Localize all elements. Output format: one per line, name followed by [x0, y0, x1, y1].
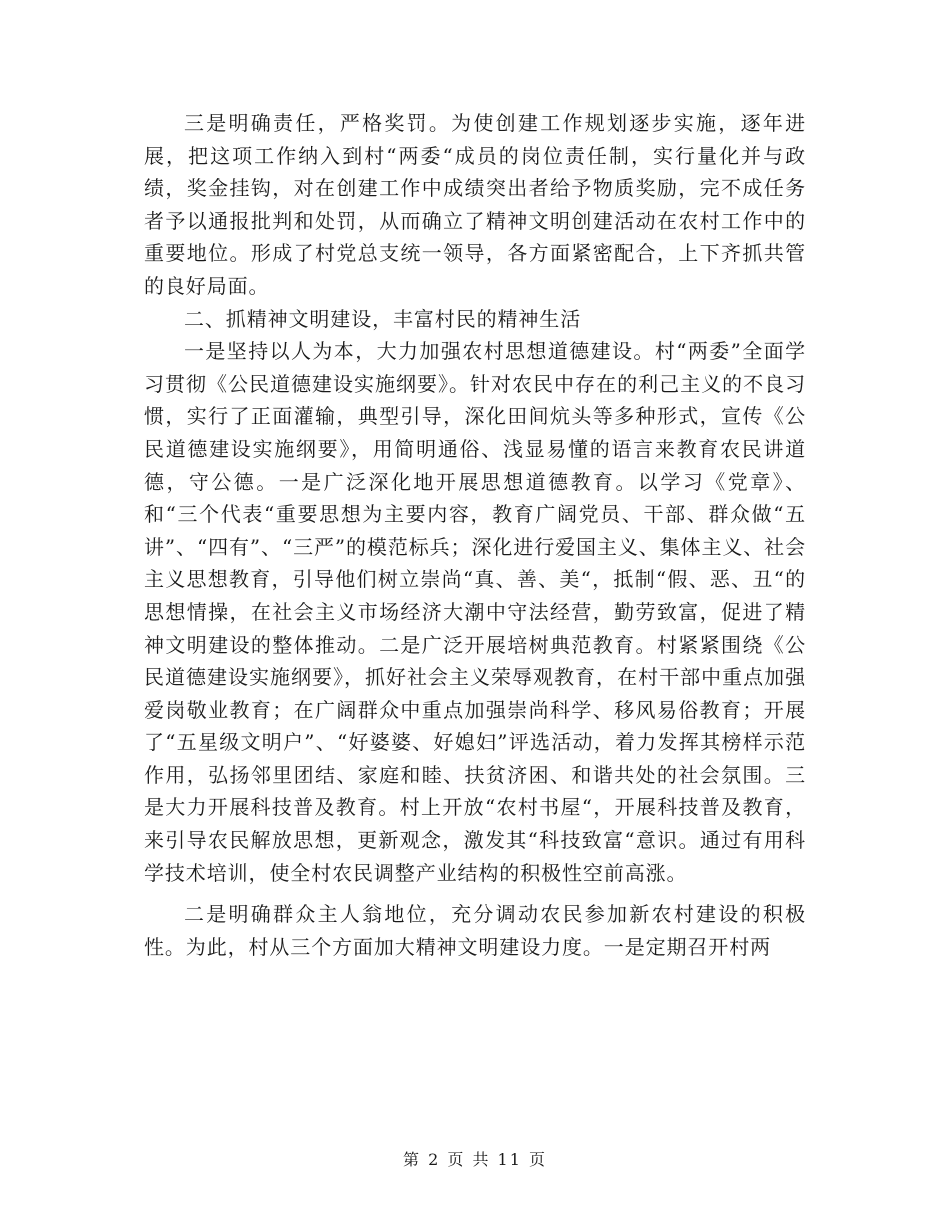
section-heading: 二、抓精神文明建设，丰富村民的精神生活 — [184, 306, 582, 331]
paragraph-farmer-role: 二是明确群众主人翁地位，充分调动农民参加新农村建设的积极性。为此，村从三个方面加大精神文明建设力度。一是定期召开村两 — [144, 902, 806, 959]
page-number-footer: 第 2 页 共 11 页 — [403, 1150, 547, 1169]
paragraph-responsibility: 三是明确责任，严格奖罚。为使创建工作规划逐步实施，逐年进展，把这项工作纳入到村“两委“成员的岗位责任制，实行量化并与政绩，奖金挂钩，对在创建工作中成绩突出者给予物质奖励，完不成任务者予以通报批判和处罚，从而确立了精神文明创建活动在农村工作中的重要地位。形成了村党总支统一领导，各方面紧密配合，上下齐抓共管的良好局面。 — [144, 111, 806, 298]
paragraph-moral-construction: 一是坚持以人为本，大力加强农村思想道德建设。村“两委”全面学习贯彻《公民道德建设实施纲要》。针对农民中存在的利己主义的不良习惯，实行了正面灌输，典型引导，深化田间炕头等多种形式，宣传《公民道德建设实施纲要》，用简明通俗、浅显易懂的语言来教育农民讲道德，守公德。一是广泛深化地开展思想道德教育。以学习《党章》、和“三个代表“重要思想为主要内容，教育广阔党员、干部、群众做“五讲”、“四有”、“三严”的模范标兵；深化进行爱国主义、集体主义、社会主义思想教育，引导他们树立崇尚“真、善、美“，抵制“假、恶、丑“的思想情操，在社会主义市场经济大潮中守法经营，勤劳致富，促进了精神文明建设的整体推动。二是广泛开展培树典范教育。村紧紧围绕《公民道德建设实施纲要》，抓好社会主义荣辱观教育，在村干部中重点加强爱岗敬业教育；在广阔群众中重点加强崇尚科学、移风易俗教育；开展了“五星级文明户”、“好婆婆、好媳妇”评选活动，着力发挥其榜样示范作用，弘扬邻里团结、家庭和睦、扶贫济困、和谐共处的社会氛围。三是大力开展科技普及教育。村上开放“农村书屋“，开展科技普及教育，来引导农民解放思想，更新观念，激发其“科技致富“意识。通过有用科学技术培训，使全村农民调整产业结构的积极性空前高涨。 — [144, 339, 806, 885]
body-text — [144, 107, 806, 963]
